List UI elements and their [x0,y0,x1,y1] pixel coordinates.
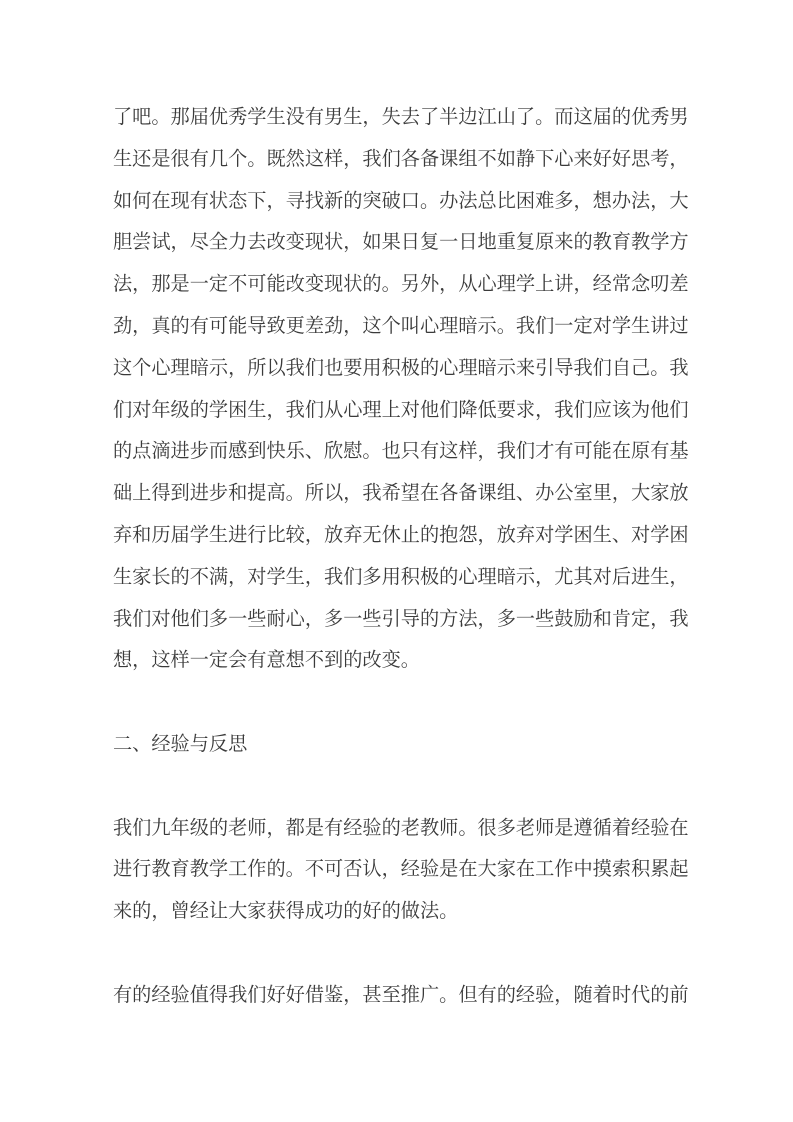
text-line: 我们对他们多一些耐心，多一些引导的方法，多一些鼓励和肯定，我 [113,608,689,630]
section-heading-experience-reflection [113,724,693,766]
text-line: 来的，曾经让大家获得成功的好的做法。 [113,901,459,923]
text-line: 进行教育教学工作的。不可否认，经验是在大家在工作中摸索积累起 [113,859,689,881]
text-line: 胆尝试，尽全力去改变现状，如果日复一日地重复原来的教育教学方 [113,232,689,254]
text-line: 弃和历届学生进行比较，放弃无休止的抱怨，放弃对学困生、对学困 [113,524,689,546]
text-line: 了吧。那届优秀学生没有男生，失去了半边江山了。而这届的优秀男 [113,107,689,128]
text-line: 法，那是一定不可能改变现状的。另外，从心理学上讲，经常念叨差 [113,274,689,296]
document-content [113,97,693,1017]
text-line: 这个心理暗示，所以我们也要用积极的心理暗示来引导我们自己。我 [113,357,689,379]
text-line: 生还是很有几个。既然这样，我们各备课组不如静下心来好好思考， [113,148,689,170]
text-line: 生家长的不满，对学生，我们多用积极的心理暗示，尤其对后进生， [113,566,689,588]
paragraph-continuation [113,97,693,682]
text-line: 我们九年级的老师，都是有经验的老教师。很多老师是遵循着经验在 [113,817,689,839]
text-line: 的点滴进步而感到快乐、欣慰。也只有这样，我们才有可能在原有基 [113,441,689,463]
paragraph-experience-value [113,975,693,1017]
text-line: 有的经验值得我们好好借鉴，甚至推广。但有的经验，随着时代的前 [113,984,689,1006]
paragraph-experienced-teachers [113,808,693,933]
text-line: 想，这样一定会有意想不到的改变。 [113,650,420,672]
text-line: 们对年级的学困生，我们从心理上对他们降低要求，我们应该为他们 [113,399,689,421]
section-heading-text: 二、经验与反思 [113,733,248,755]
text-line: 劲，真的有可能导致更差劲，这个叫心理暗示。我们一定对学生讲过 [113,315,689,337]
text-line: 如何在现有状态下，寻找新的突破口。办法总比困难多，想办法，大 [113,190,689,212]
text-line: 础上得到进步和提高。所以，我希望在各备课组、办公室里，大家放 [113,483,689,505]
